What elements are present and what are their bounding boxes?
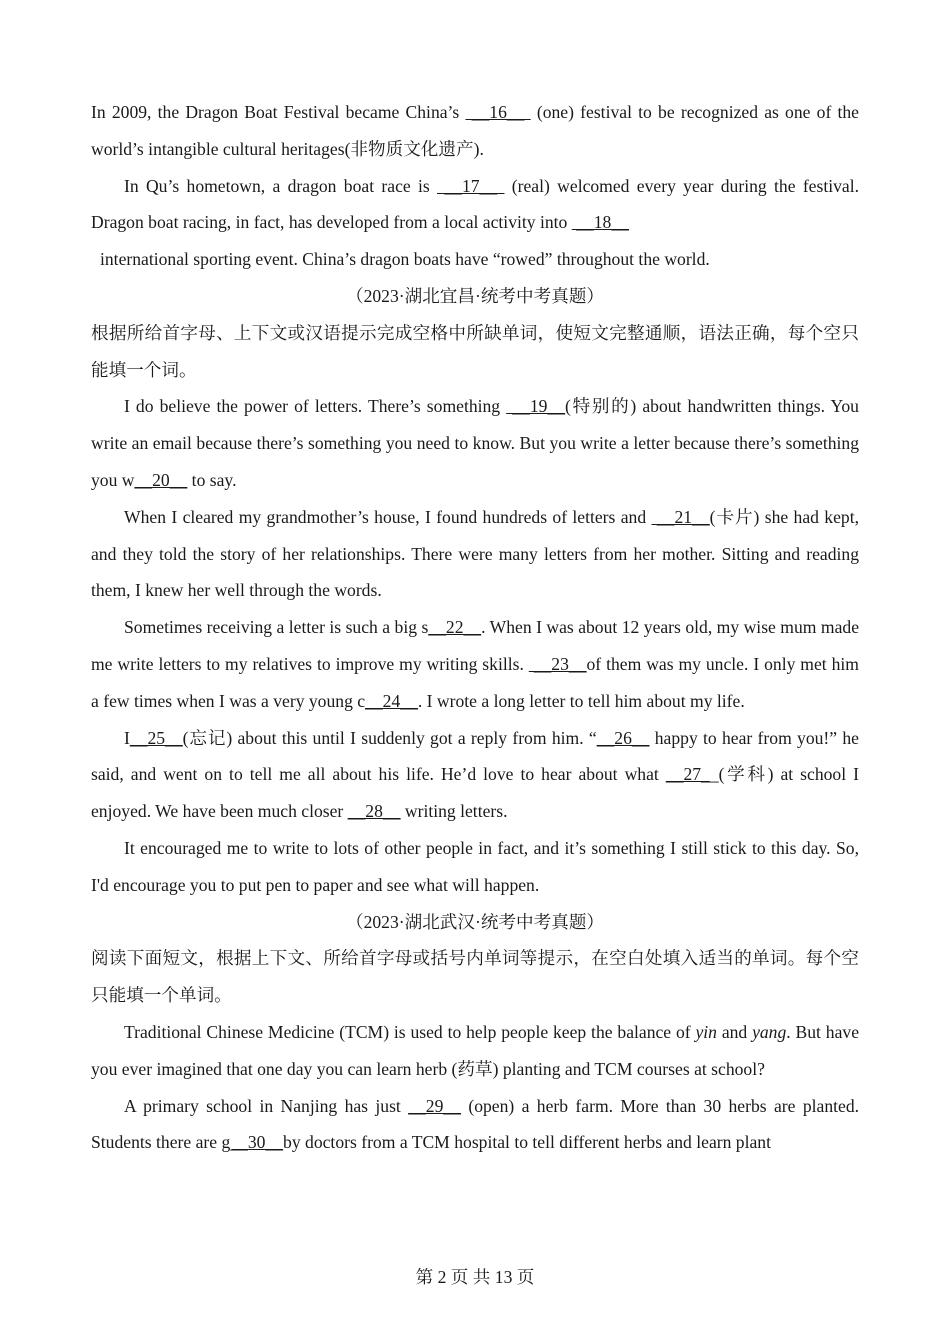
blank-17: __17__ <box>437 175 505 196</box>
instructions-1: 根据所给首字母、上下文或汉语提示完成空格中所缺单词，使短文完整通顺，语法正确，每个空只能填一个词。 <box>91 322 859 380</box>
blank-29: __29__ <box>408 1095 461 1116</box>
blank-25: __25__ <box>129 727 183 748</box>
paragraph-6: Sometimes receiving a letter is such a big s__22__. When I was about 12 years old, my wise mum made me write letters to my relatives to improve my writing skills. __23__of them was my uncle. I only met him a few times when I was a very young c__24__. I wrote a long letter to tell him about my life. <box>91 617 860 711</box>
paragraph-9: Traditional Chinese Medicine (TCM) is used to help people keep the balance of yin and yang. But have you ever imagined that one day you can learn herb (药草) planting and TCM courses at school? <box>91 1021 860 1079</box>
instructions-2: 阅读下面短文，根据上下文、所给首字母或括号内单词等提示，在空白处填入适当的单词。每个空只能填一个单词。 <box>91 948 859 1006</box>
blank-18: __18__ <box>571 212 629 233</box>
blank-28: __28__ <box>347 801 401 822</box>
blank-21: __21__ <box>651 506 710 527</box>
source-label-1: （2023·湖北宜昌·统考中考真题） <box>345 285 605 306</box>
blank-24: __24__ <box>365 690 418 711</box>
blank-30: g__30__ <box>221 1132 284 1153</box>
paragraph-4: I do believe the power of letters. There’s something __19__(特别的) about handwritten things. You write an email because there’s something you need to know. But you write a letter because there’s something you w__20__ to say. <box>91 396 859 490</box>
source-label-2: （2023·湖北武汉·统考中考真题） <box>345 911 605 932</box>
paragraph-5: When I cleared my grandmother’s house, I found hundreds of letters and __21__(卡片) she had kept, and they told the story of her relationships. There were many letters from her mother. Sitting and reading them, I knew her well through the words. <box>91 506 859 601</box>
blank-27: __27_ <box>665 764 710 785</box>
paragraph-10: A primary school in Nanjing has just __29__ (open) a herb farm. More than 30 herbs are planted. Students there are g__30__by doctors from a TCM hospital to tell different herbs and learn plant <box>91 1095 860 1153</box>
paragraph-3: international sporting event. China’s dragon boats have “rowed” throughout the world. <box>100 249 710 270</box>
blank-26: __26__ <box>596 727 650 748</box>
paragraph-7: I__25__(忘记) about this until I suddenly got a reply from him. “__26__ happy to hear from you!” he said, and went on to tell me all about his life. He’d love to hear about what __27__(学科) at school I enjoyed. We have been much closer __28__ writing letters. <box>91 727 859 822</box>
blank-20: __20__ <box>134 469 188 490</box>
paragraph-8: It encouraged me to write to lots of other people in fact, and it’s something I still stick to this day. So, I'd encourage you to put pen to paper and see what will happen. <box>91 837 859 895</box>
document-body <box>91 94 859 1161</box>
blank-19: __19__ <box>506 396 566 417</box>
page-footer: 第 2 页 共 13 页 <box>415 1267 535 1287</box>
blank-23: __23__ <box>528 653 587 674</box>
blank-22: __22__ <box>428 617 482 638</box>
blank-16: __16__ <box>465 102 531 122</box>
paragraph-2: In Qu’s hometown, a dragon boat race is __17__ (real) welcomed every year during the festival. Dragon boat racing, in fact, has developed from a local activity into __18__ <box>91 175 859 233</box>
paragraph-1: In 2009, the Dragon Boat Festival became China’s __16__ (one) festival to be recognized as one of the world’s intangible cultural heritages(非物质文化遗产). <box>91 102 859 159</box>
